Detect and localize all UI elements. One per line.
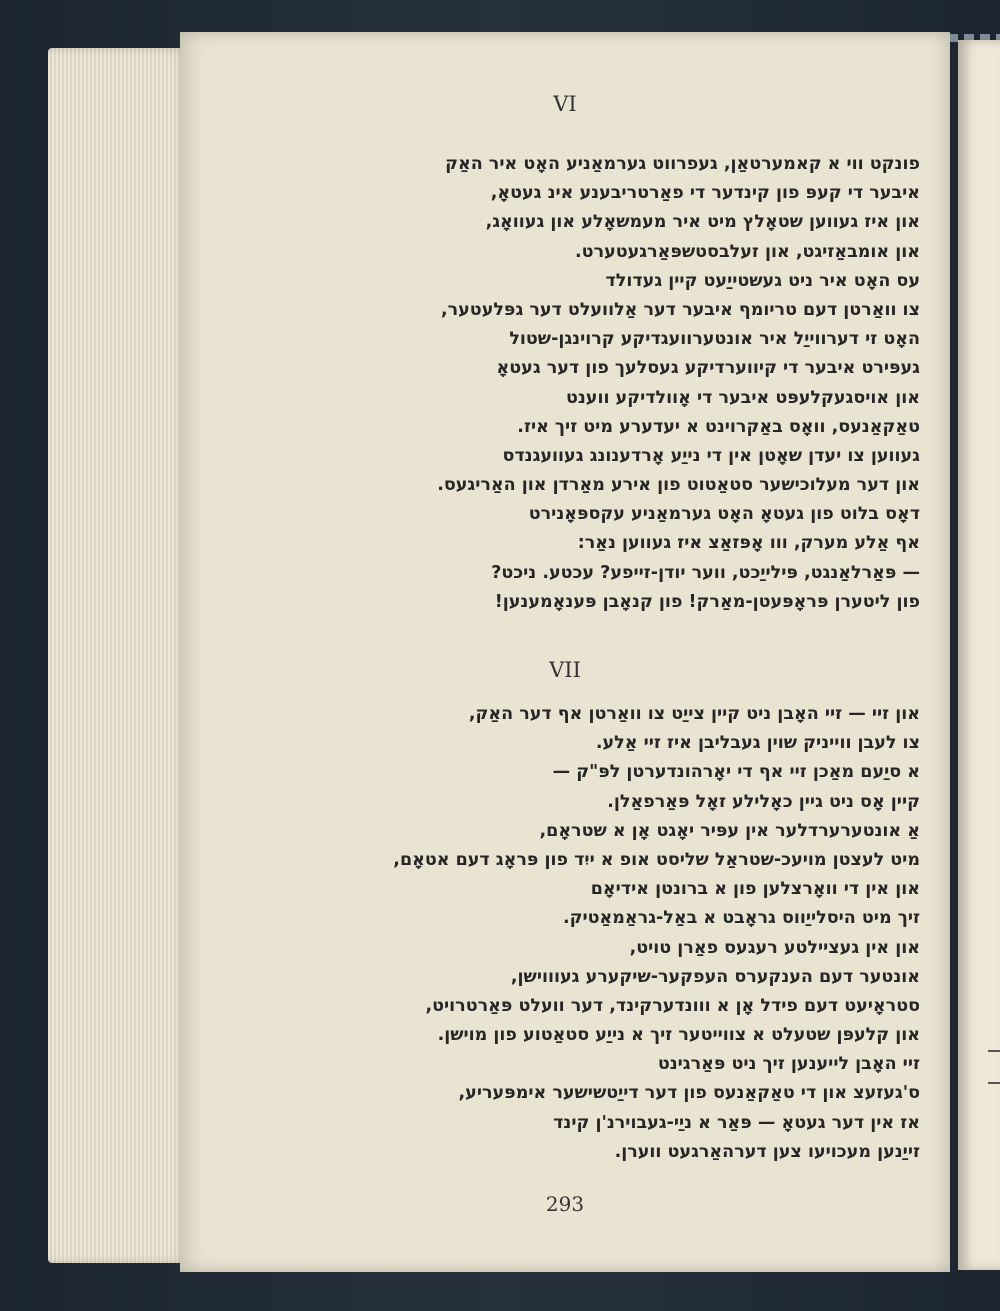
poem-line: און אומבאַזיגט, און זעלבסטשפּאַרגעטערט. (575, 241, 920, 262)
poem-line: א סיַעם מאַכן זיי אף די יאָרהונדערטן לפּ"ק — (552, 762, 920, 783)
book-page (180, 32, 950, 1272)
poem-line: צו וואַרטן דעם טריומף איבער דער אַלוועלט דער גפּלעטער, (440, 299, 920, 320)
poem-line: — פּאַרלאַנגט, פּילייַכט, ווער יודן-זייפע? עכטע. ניכט? (491, 562, 920, 583)
poem-line: איבער די קעפּ פון קינדער די פאַרטריבענע אינ געטאָ, (490, 183, 920, 204)
poem-line: געווען צו יעדן שאָטן אין די נייַע אָרדענונג געוועגנדס (502, 445, 920, 466)
poem-line: אונטער דעם הענקערס העפקער-שיקערע געוווישן, (510, 966, 920, 987)
poem-line: זיך מיט היסלייַווס גראָבט א באַל-גראַמאַטיק. (562, 908, 920, 929)
page-number: 293 (545, 1192, 585, 1216)
poem-line: און אין די וואָרצלען פון א ברונטן אידיאָם (590, 879, 920, 900)
poem-line: פונקט ווי א קאמערטאַן, געפרווט גערמאַניע האָט איר האַק (445, 154, 920, 174)
poem-line: טאַקאַנעס, וואָס באַקרוינט א יעדערע מיט זיך איז. (517, 416, 920, 437)
facing-page-edge (958, 40, 1000, 1270)
poem-line: מיט לעצטן מויעכ-שטראַל שליסט אופ א ייִד פון פּראָג דעם אטאָם, (393, 849, 920, 870)
poem-line: פון ליטערן פּראָפּעטן-מאַרק! פון קנאָבן פּענאָמענען! (494, 591, 920, 612)
poem-line: האָט זי דערווייַל איר אונטערוועגדיקע קרוינגן-שטול (509, 329, 920, 350)
poem-line: געפּירט איבער די קיווערדיקע געסלעך פון דער געטאָ (496, 358, 920, 379)
poem-line: קיין אָס ניט גיין כאָלילע זאָל פּאַרפאַלן. (607, 791, 920, 812)
poem-line: אף אַלע מערק, ווו אָפּזאַצ איז געווען נאַר: (577, 533, 920, 554)
poem-section-vii (225, 700, 920, 1167)
facing-page-mark (988, 1050, 1000, 1052)
poem-line: צו לעבן ווייניק שוין געבליבן איז זיי אַלע. (595, 733, 920, 754)
page-edges (48, 48, 188, 1263)
poem-line: זיי האָבן לייענען זיך ניט פּאַרגינט (657, 1054, 920, 1075)
section-heading-vii: VII (549, 658, 581, 682)
poem-line: און אין געציילטע רעגעס פאַרן טויט, (629, 937, 920, 958)
poem-line: דאָס בלוט פון געטאָ האָט גערמאַניע עקספּאָנירט (528, 504, 920, 525)
poem-section-vi (225, 150, 920, 617)
poem-line: עס האָט איר ניט געשטייַעט קיין געדולד (605, 270, 920, 291)
poem-line: זייַנען מעכויעו צען דערהאַרגעט ווערן. (614, 1141, 920, 1162)
section-heading-vi: VI (553, 92, 577, 116)
poem-line: אַ אונטערערדלער אין עפּיר יאָגט אָן א שטראָם, (539, 820, 920, 841)
poem-line: און קלעפּן שטעלט א צווייטער זיך א נייַע סטאַטוע פון מוישן. (437, 1025, 920, 1046)
poem-line: און דער מעלוכישער סטאַטוט פון אירע מאַרדן און האַריגעס. (437, 475, 920, 496)
poem-line: סטראָיעט דעם פידל אָן א ווונדערקינד, דער וועלט פּאַרטרויט, (425, 995, 920, 1016)
poem-line: און זיי — זיי האָבן ניט קיין צייַט צו וואַרטן אף דער האַק, (468, 704, 920, 724)
poem-line: און איז געווען שטאָלץ מיט איר מעמשאָלע און געוואָג, (485, 212, 920, 233)
poem-line: ס'געזעצ און די טאַקאַנעס פון דער דייַטשישער אימפּעריע, (458, 1083, 920, 1104)
facing-page-mark (988, 1082, 1000, 1084)
poem-line: אז אין דער געטאָ — פּאַר א ניַי-געבוירנ'ן קינד (553, 1112, 920, 1133)
poem-line: און אויסגעקלעפּט איבער די אָוולדיקע ווענט (565, 387, 920, 408)
